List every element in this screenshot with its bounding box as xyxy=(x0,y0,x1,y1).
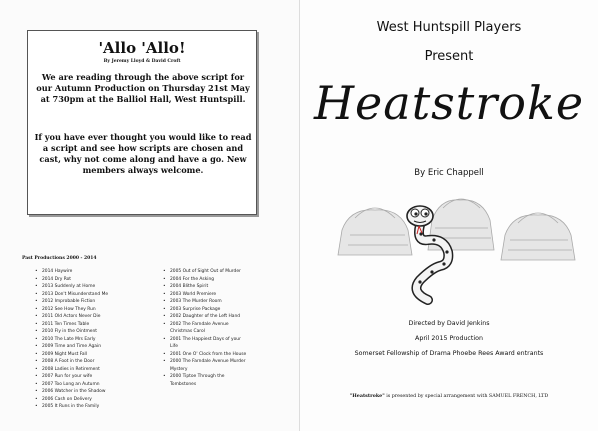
bullet-icon: • xyxy=(35,366,38,372)
bullet-icon: • xyxy=(163,276,166,282)
bullet-icon: • xyxy=(35,381,38,387)
production-list-item xyxy=(35,328,160,336)
bullet-icon: • xyxy=(163,314,166,319)
director-line: Directed by David Jenkins xyxy=(408,320,490,327)
production-list-item xyxy=(163,313,288,321)
production-title: 2013 Suddenly at Home xyxy=(42,284,96,289)
production-title: Christmas Carol xyxy=(170,329,205,334)
production-list-item xyxy=(35,298,160,306)
bullet-icon: • xyxy=(163,291,166,297)
award-line: Somerset Fellowship of Drama Phoebe Rees Award entrants xyxy=(354,350,544,357)
notice-byline: By Jeremy Lloyd & David Croft xyxy=(103,59,181,64)
production-title: 2003 The Murder Room xyxy=(170,299,222,304)
production-list-item xyxy=(163,373,288,381)
production-title: 2014 Dry Rot xyxy=(42,276,72,282)
bullet-icon: • xyxy=(163,284,166,289)
bullet-icon: • xyxy=(163,359,166,364)
production-list-item xyxy=(35,351,160,359)
bullet-icon: • xyxy=(35,389,38,394)
production-list-item xyxy=(35,276,160,284)
bullet-icon: • xyxy=(35,404,38,409)
bag-right-icon xyxy=(501,213,575,260)
production-list-item xyxy=(163,291,288,299)
author-line: By Eric Chappell xyxy=(414,168,484,178)
bullet-icon: • xyxy=(35,344,38,349)
production-list-item xyxy=(35,381,160,389)
notice-title: 'Allo 'Allo! xyxy=(98,39,186,57)
bullet-icon: • xyxy=(35,329,38,334)
bullet-icon: • xyxy=(163,336,166,342)
production-list-item xyxy=(35,366,160,374)
arrangement-notice xyxy=(300,393,598,399)
production-list-item xyxy=(163,351,288,359)
bullet-icon: • xyxy=(163,306,166,312)
production-title: 2005 Out of Sight Out of Murder xyxy=(170,269,241,274)
bullet-icon: • xyxy=(35,321,38,327)
bullet-icon: • xyxy=(35,351,38,357)
production-list-item xyxy=(170,343,288,351)
production-title: 2009 Time and Time Again xyxy=(42,344,101,349)
bullet-icon: • xyxy=(35,284,38,289)
production-list-item xyxy=(35,388,160,396)
arrangement-title: "Heatstroke" xyxy=(349,393,385,399)
production-list-item xyxy=(35,321,160,329)
production-title: 2009 Night Must Fall xyxy=(42,351,87,357)
production-title: 2001 The Happiest Days of your xyxy=(170,336,241,342)
bullet-icon: • xyxy=(163,374,166,379)
production-title: 2010 Fly in the Ointment xyxy=(42,329,97,334)
production-title: 2008 Ladies in Retirement xyxy=(42,366,100,372)
production-title: 2001 One O' Clock from the House xyxy=(170,351,247,357)
production-list-item xyxy=(163,306,288,314)
production-title: 2011 Ten Times Table xyxy=(42,321,90,327)
production-list-item xyxy=(170,328,288,336)
production-title: 2012 See How They Run xyxy=(42,306,96,312)
right-page xyxy=(300,0,598,431)
production-list-item xyxy=(170,366,288,374)
production-list-item xyxy=(35,313,160,321)
snake-and-bags-illustration xyxy=(320,180,590,310)
bullet-icon: • xyxy=(35,269,38,274)
production-title: Life xyxy=(170,344,178,349)
production-list-item xyxy=(35,396,160,404)
show-title: Heatstroke xyxy=(313,76,585,130)
production-title: 2013 Don't Misunderstand Me xyxy=(42,291,109,297)
arrangement-text: is presented by special arrangement with SAMUEL FRENCH, LTD xyxy=(384,394,549,399)
bullet-icon: • xyxy=(163,321,166,327)
production-list-item xyxy=(163,268,288,276)
bullet-icon: • xyxy=(163,299,166,304)
production-list-item xyxy=(35,291,160,299)
past-productions-right-column xyxy=(163,268,288,388)
production-title: 2002 Daughter of the Left Hand xyxy=(170,314,241,319)
production-list-item xyxy=(35,358,160,366)
production-title: 2007 Too Long an Autumn xyxy=(42,381,100,387)
production-title: 2002 The Farndale Avenue xyxy=(170,321,229,327)
bullet-icon: • xyxy=(35,336,38,342)
production-list-item xyxy=(163,283,288,291)
production-title: 2000 The Farndale Avenue Murder xyxy=(170,359,246,364)
production-title: 2008 A Foot in the Door xyxy=(42,359,95,364)
production-title: 2005 It Runs in the Family xyxy=(42,404,100,409)
production-list-item xyxy=(170,381,288,389)
notice-paragraph-2: If you have ever thought you would like to read a script and see how scripts are chosen and cast, why not come along and have a go. New members always welcome. xyxy=(34,132,252,175)
notice-paragraph-1: We are reading through the above script for our Autumn Production on Thursday 21st May at 730pm at the Balliol Hall, West Huntspill. xyxy=(36,72,250,104)
past-productions-heading: Past Productions 2000 - 2014 xyxy=(22,256,97,261)
notice-box xyxy=(27,30,257,215)
production-title: 2006 Watcher in the Shadow xyxy=(42,389,106,394)
bullet-icon: • xyxy=(35,374,38,379)
production-title: 2014 Haywire xyxy=(42,269,73,274)
production-list-item xyxy=(35,268,160,276)
production-list-item xyxy=(35,343,160,351)
bullet-icon: • xyxy=(35,276,38,282)
production-list-item xyxy=(163,336,288,344)
production-title: 2007 Run for your wife xyxy=(42,374,93,379)
production-title: 2012 Improbable Fiction xyxy=(42,299,96,304)
past-productions-left-column xyxy=(35,268,160,411)
bag-left-icon xyxy=(338,208,412,255)
production-title: 2010 The Late Mrs Early xyxy=(42,336,96,342)
production-title: 2011 Old Actors Never Die xyxy=(42,314,101,319)
production-title: 2003 World Premiere xyxy=(170,291,217,297)
production-date-line: April 2015 Production xyxy=(415,335,483,342)
production-list-item xyxy=(35,373,160,381)
production-list-item xyxy=(35,283,160,291)
production-list-item xyxy=(35,336,160,344)
production-title: 2004 For the Asking xyxy=(170,276,215,282)
production-list-item xyxy=(35,403,160,411)
bullet-icon: • xyxy=(35,306,38,312)
production-title: 2006 Cash on Delivery xyxy=(42,396,92,402)
bullet-icon: • xyxy=(35,299,38,304)
production-title: Mystery xyxy=(170,366,188,372)
bullet-icon: • xyxy=(35,314,38,319)
bullet-icon: • xyxy=(35,291,38,297)
production-list-item xyxy=(163,358,288,366)
production-list-item xyxy=(163,298,288,306)
production-title: 2003 Surprise Package xyxy=(170,306,221,312)
bullet-icon: • xyxy=(163,351,166,357)
production-title: 2004 Blithe Spirit xyxy=(170,284,209,289)
company-name: West Huntspill Players xyxy=(376,20,522,35)
bullet-icon: • xyxy=(35,359,38,364)
production-title: 2000 Tiptoe Through the xyxy=(170,374,225,379)
production-list-item xyxy=(163,321,288,329)
production-list-item xyxy=(35,306,160,314)
bullet-icon: • xyxy=(163,269,166,274)
present-label: Present xyxy=(424,49,474,64)
production-list-item xyxy=(163,276,288,284)
production-title: Tombstones xyxy=(170,381,197,387)
bullet-icon: • xyxy=(35,396,38,402)
